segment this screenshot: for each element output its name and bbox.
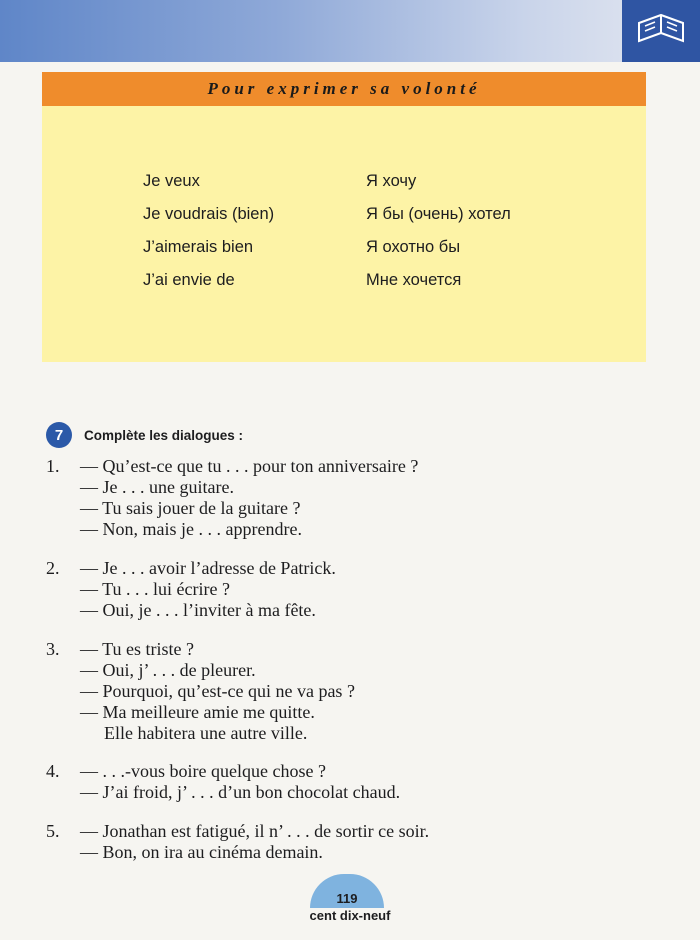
dialogue-line: — Oui, j’ . . . de pleurer. [80,660,256,680]
rule-french: Je voudrais (bien) [143,205,275,223]
dialogue-line: — Qu’est-ce que tu . . . pour ton anniversaire ? [80,456,419,476]
exercise-heading [46,422,243,448]
dialogue-line: — Je . . . une guitare. [80,477,234,497]
dialogue-line: — Bon, on ira au cinéma demain. [80,842,323,862]
dialogue-line: — Jonathan est fatigué, il n’ . . . de sortir ce soir. [80,821,430,841]
dialogue-line: Elle habitera une autre ville. [104,723,308,743]
dialogue-line: — Tu es triste ? [80,639,195,659]
dialogue-number: 5. [46,821,60,841]
corner-badge [622,0,700,62]
dialogue-line: — Je . . . avoir l’adresse de Patrick. [80,558,336,578]
dialogue-line: — Non, mais je . . . apprendre. [80,519,302,539]
rule-box-title: Pour exprimer sa volonté [42,72,646,106]
rule-french: J’aimerais bien [143,238,254,256]
rule-french: Je veux [143,172,200,190]
page-number: 119 [310,874,384,908]
exercise-instruction: Complète les dialogues : [84,427,244,443]
dialogue-number: 4. [46,761,60,781]
rule-russian: Я охотно бы [366,238,461,256]
dialogue-line: — Tu . . . lui écrire ? [80,579,230,599]
dialogue-number: 1. [46,456,60,476]
dialogue-number: 3. [46,639,60,659]
dialogue-line: — J’ai froid, j’ . . . d’un bon chocolat chaud. [80,782,401,802]
page-number-words: cent dix-neuf [309,908,391,923]
top-decorative-band [0,0,700,62]
rule-russian: Я хочу [366,172,417,190]
dialogue-number: 2. [46,558,60,578]
dialogue-line: — Pourquoi, qu’est-ce qui ne va pas ? [80,681,355,701]
expression-rule-box [42,72,646,362]
rule-russian: Я бы (очень) хотел [366,205,511,223]
dialogue-line: — Ma meilleure amie me quitte. [80,702,315,722]
exercise-number-badge: 7 [46,422,72,448]
rule-french: J’ai envie de [143,271,235,289]
dialogue-line: — Tu sais jouer de la guitare ? [80,498,301,518]
dialogue-line: — . . .-vous boire quelque chose ? [80,761,326,781]
open-book-icon [635,11,687,51]
rule-russian: Мне хочется [366,271,462,289]
dialogue-line: — Oui, je . . . l’inviter à ma fête. [80,600,316,620]
